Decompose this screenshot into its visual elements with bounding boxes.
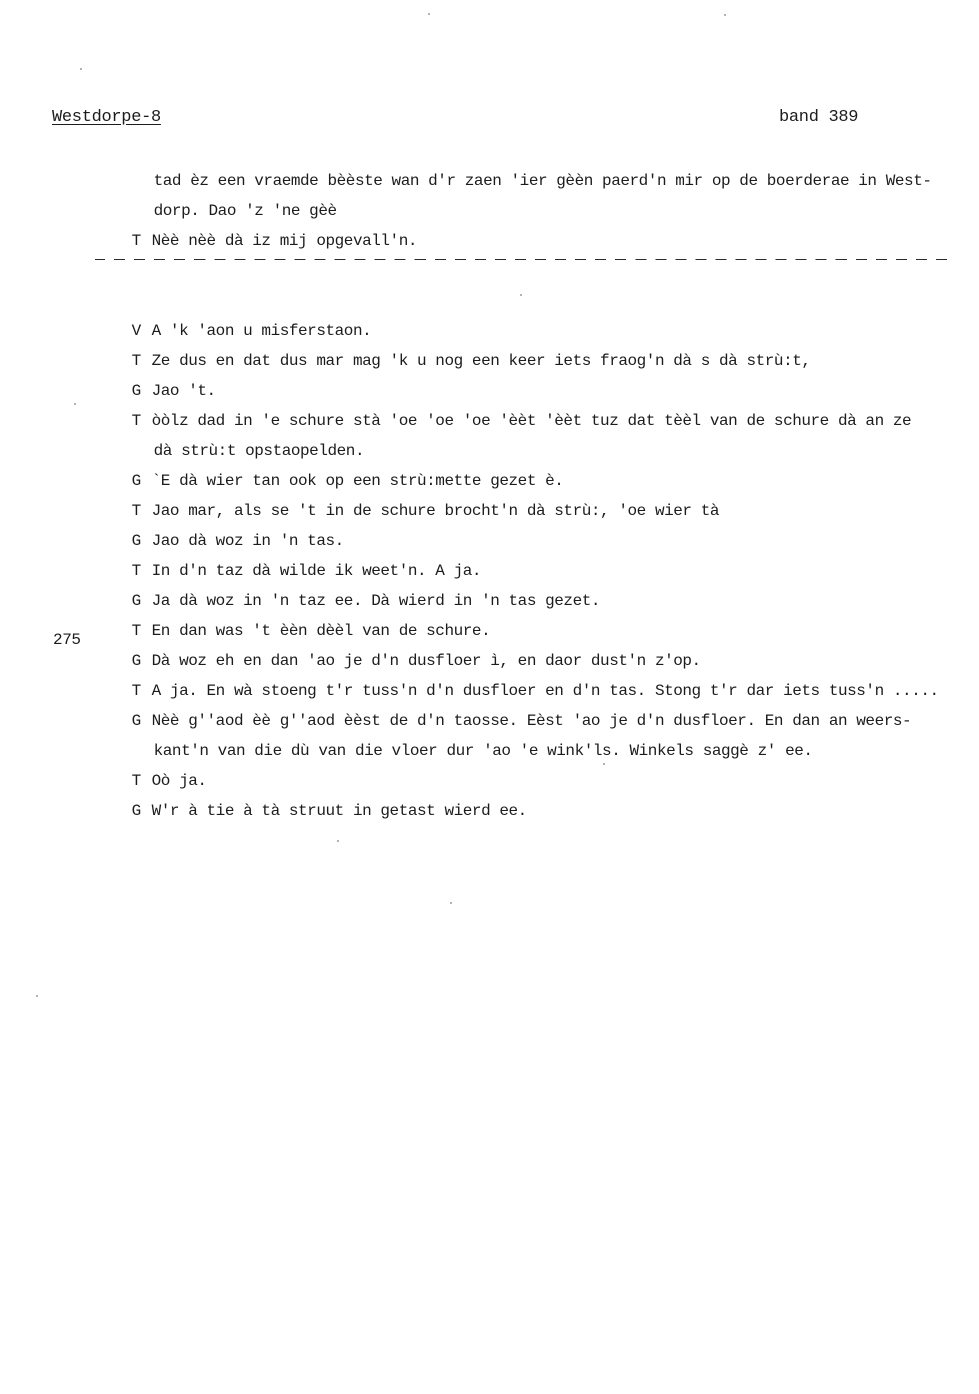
speaker-label: G xyxy=(131,472,141,490)
line-text: Nèè nèè dà iz mij opgevall'n. xyxy=(151,232,418,250)
line-text: tad èz een vraemde bèèste wan d'r zaen 'ier gèèn paerd'n mir op de boerderae in West- xyxy=(153,172,932,190)
line-text: En dan was 't èèn dèèl van de schure. xyxy=(151,622,491,640)
scan-speck xyxy=(603,763,605,765)
speaker-label: G xyxy=(131,382,141,400)
scan-speck xyxy=(74,403,76,405)
transcript-line xyxy=(95,781,527,841)
line-text: Jao dà woz in 'n tas. xyxy=(151,532,344,550)
scan-speck xyxy=(724,14,726,16)
line-text: Ze dus en dat dus mar mag 'k u nog een keer iets fraog'n dà s dà strù:t, xyxy=(151,352,811,370)
transcript-line xyxy=(117,721,813,781)
speaker-label: T xyxy=(131,412,141,430)
speaker-label: T xyxy=(131,352,141,370)
transcript-line xyxy=(95,211,417,271)
line-text: kant'n van die dù van die vloer dur 'ao 'e wink'ls. Winkels saggè z' ee. xyxy=(153,742,813,760)
scan-speck xyxy=(80,68,82,70)
line-text: `E dà wier tan ook op een strù:mette gezet è. xyxy=(151,472,564,490)
section-divider xyxy=(95,259,953,260)
line-text: Jao mar, als se 't in de schure brocht'n dà strù:, 'oe wier tà xyxy=(151,502,720,520)
line-text: dà strù:t opstaopelden. xyxy=(153,442,365,460)
scan-speck xyxy=(337,840,339,842)
speaker-label: G xyxy=(131,592,141,610)
line-text: Nèè g''aod èè g''aod èèst de d'n taosse. Eèst 'ao je d'n dusfloer. En dan an weers- xyxy=(151,712,912,730)
scan-speck xyxy=(450,902,452,904)
line-text: Oò ja. xyxy=(151,772,207,790)
scan-speck xyxy=(36,995,38,997)
line-text: Dà woz eh en dan 'ao je d'n dusfloer ì, en daor dust'n z'op. xyxy=(151,652,701,670)
line-text: dorp. Dao 'z 'ne gèè xyxy=(153,202,337,220)
line-text: A 'k 'aon u misferstaon. xyxy=(151,322,372,340)
speaker-label: G xyxy=(131,802,141,820)
line-text: A ja. En wà stoeng t'r tuss'n d'n dusfloer en d'n tas. Stong t'r dar iets tuss'n ..... xyxy=(151,682,939,700)
speaker-label: G xyxy=(131,532,141,550)
speaker-label: T xyxy=(131,562,141,580)
speaker-label: V xyxy=(131,322,141,340)
speaker-label: T xyxy=(131,502,141,520)
speaker-label: T xyxy=(131,682,141,700)
line-text: In d'n taz dà wilde ik weet'n. A ja. xyxy=(151,562,482,580)
speaker-label: T xyxy=(131,622,141,640)
scan-speck xyxy=(520,294,522,296)
speaker-label: T xyxy=(131,232,141,250)
speaker-label: G xyxy=(131,712,141,730)
line-number: 275 xyxy=(53,631,81,649)
band-number: band 389 xyxy=(779,108,859,127)
document-title: Westdorpe-8 xyxy=(52,108,161,127)
line-text: Jao 't. xyxy=(151,382,216,400)
speaker-label: G xyxy=(131,652,141,670)
line-text: Ja dà woz in 'n taz ee. Dà wierd in 'n tas gezet. xyxy=(151,592,601,610)
line-text: W'r à tie à tà struut in getast wierd ee. xyxy=(151,802,527,820)
line-text: òòlz dad in 'e schure stà 'oe 'oe 'oe 'èèt 'èèt tuz dat tèèl van de schure dà an ze xyxy=(151,412,912,430)
speaker-label: T xyxy=(131,772,141,790)
scan-speck xyxy=(428,13,430,15)
